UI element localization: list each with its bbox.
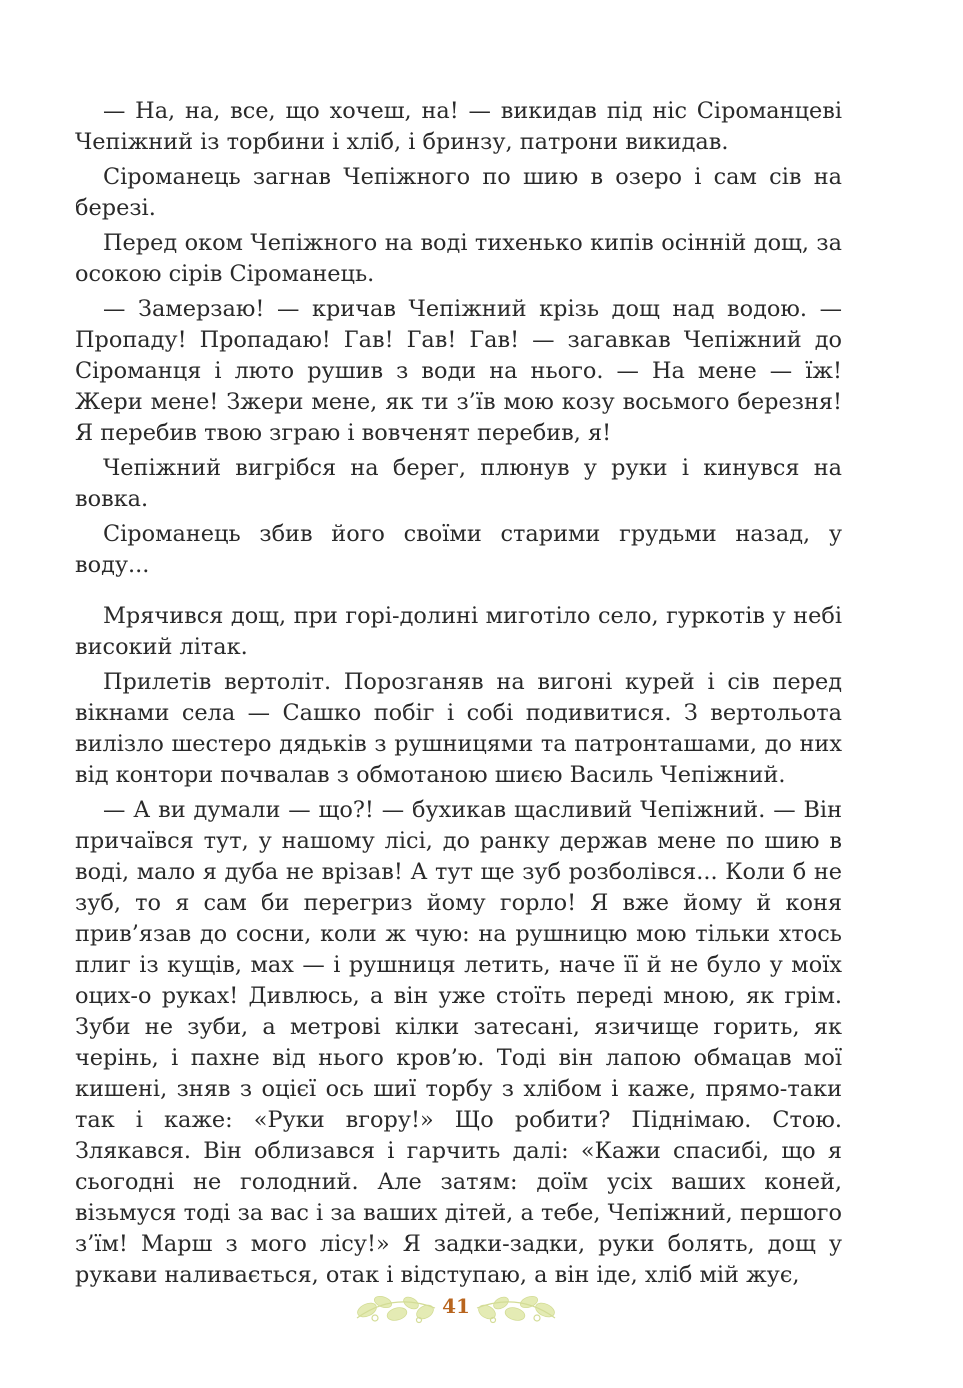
paragraph: Чепіжний вигрібся на берег, плюнув у руки і кинувся на вовка. [75,455,842,512]
paragraph: Сіроманець загнав Чепіжного по шию в озеро і сам сів на березі. [75,164,842,221]
paragraph: — На, на, все, що хочеш, на! — викидав під ніс Сіроманцеві Чепіжний із торбини і хліб, і бринзу, патрони викидав. [75,98,842,155]
page-footer [353,1288,559,1328]
paragraph: Сіроманець збив його своїми старими грудьми назад, у воду... [75,521,842,578]
page-number: 41 [442,1294,470,1318]
text-body [75,96,842,1295]
paragraph: — А ви думали — що?! — бухикав щасливий Чепіжний. — Він причаївся тут, у нашому лісі, до ранку держав мене по шию в воді, мало я дуба не врізав! А тут ще зуб розболівся... Коли б не зуб, то я сам би перегриз йому горло! Я вже йому й коня прив’язав до сосни, коли ж чую: на рушницю мою тільки хтось плиг із кущів, мах — і рушниця летить, наче її й не було у моїх оцих-о руках! Дивлюсь, а він уже стоїть переді мною, як грім. Зуби не зуби, а метрові кілки затесані, язичище горить, як черінь, і пахне від нього кров’ю. Тоді він лапою обмацав мої кишені, зняв з оцієї ось шиї торбу з хлібом і каже, прямо-таки так і каже: «Руки вгору!» Що робити? Піднімаю. Стою. Злякався. Він облизався і гарчить далі: «Кажи спасибі, що я сьогодні не голодний. Але затям: доїм усіх ваших коней, візьмуся тоді за вас і за ваших дітей, а тебе, Чепіжний, першого з’їм! Марш з мого лісу!» Я задки-задки, руки болять, дощ у рукави наливається, отак і відступаю, а він іде, хліб мій жує, [75,797,842,1288]
paragraph: Перед оком Чепіжного на воді тихенько кипів осінній дощ, за осокою сірів Сіроманець. [75,230,842,287]
paragraph: — Замерзаю! — кричав Чепіжний крізь дощ над водою. — Пропаду! Пропадаю! Гав! Гав! Гав! — загавкав Чепіжний до Сіроманця і люто рушив з води на нього. — На мене — їж! Жери мене! Зжери мене, як ти з’їв мою козу восьмого березня! Я перебив твою зграю і вовченят перебив, я! [75,296,842,446]
paragraph: Мрячився дощ, при горі-долині миготіло село, гуркотів у небі високий літак. [75,603,842,660]
paragraph: Прилетів вертоліт. Порозганяв на вигоні курей і сів перед вікнами села — Сашко побіг і собі подивитися. З вертольота вилізло шестеро дядьків з рушницями та патронташами, до них від контори почвалав з обмотаною шиєю Василь Чепіжний. [75,669,842,788]
